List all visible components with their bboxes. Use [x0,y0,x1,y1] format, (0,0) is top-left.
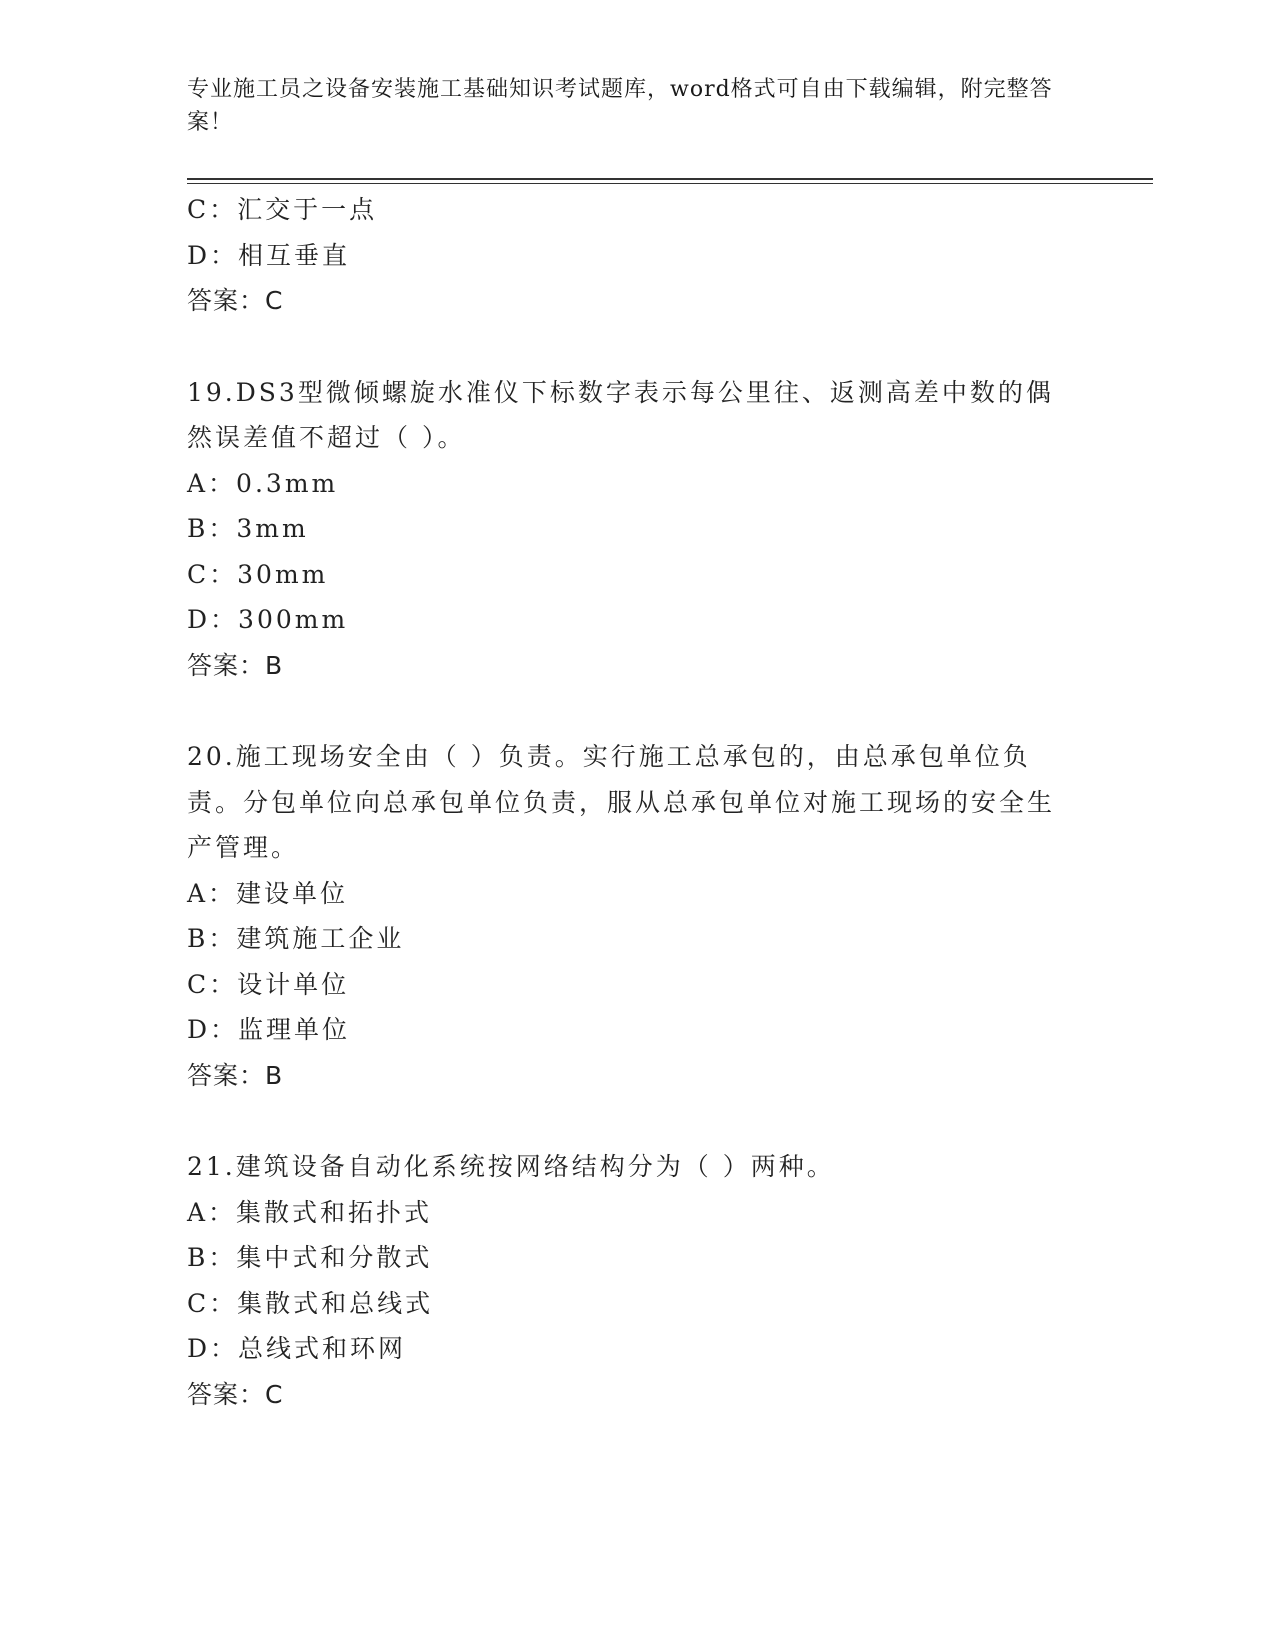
option-a: A：建设单位 [187,878,349,908]
spacer [187,1098,1067,1144]
answer-line: 答案：C [187,1379,284,1409]
option-c: C：集散式和总线式 [187,1288,434,1318]
option-a: A：集散式和拓扑式 [187,1197,433,1227]
option-b: B：建筑施工企业 [187,924,405,953]
header-rule-thin [187,183,1153,184]
option-c: C：设计单位 [187,969,350,999]
spacer [187,688,1067,734]
question-19 [187,370,1067,689]
question-18-tail [187,187,1067,324]
question-20 [187,734,1067,1098]
question-21 [187,1144,1067,1417]
spacer [187,324,1067,370]
option-c: C：30mm [187,559,329,589]
option-b: B：3mm [187,514,309,543]
answer-line: 答案：B [187,1060,284,1090]
option-d: D：总线式和环网 [187,1334,407,1363]
answer-line: 答案：C [187,286,284,315]
option-c: C：汇交于一点 [187,195,378,224]
header-rule-thick [187,178,1153,180]
question-stem: 21.建筑设备自动化系统按网络结构分为（ ）两种。 [187,1152,835,1181]
answer-line: 答案：B [187,650,284,680]
question-list [187,187,1067,1417]
document-header: 专业施工员之设备安装施工基础知识考试题库，word格式可自由下载编辑，附完整答案！ [187,77,1053,135]
option-b: B：集中式和分散式 [187,1243,433,1272]
option-d: D：300mm [187,605,349,634]
question-stem: 20.施工现场安全由（ ）负责。实行施工总承包的，由总承包单位负责。分包单位向总承包单位负责，服从总承包单位对施工现场的安全生产管理。 [187,742,1056,862]
option-a: A：0.3mm [187,468,339,498]
question-stem: 19.DS3型微倾螺旋水准仪下标数字表示每公里往、返测高差中数的偶然误差值不超过（ ）。 [187,377,1054,452]
option-d: D：相互垂直 [187,240,351,270]
option-d: D：监理单位 [187,1015,351,1044]
